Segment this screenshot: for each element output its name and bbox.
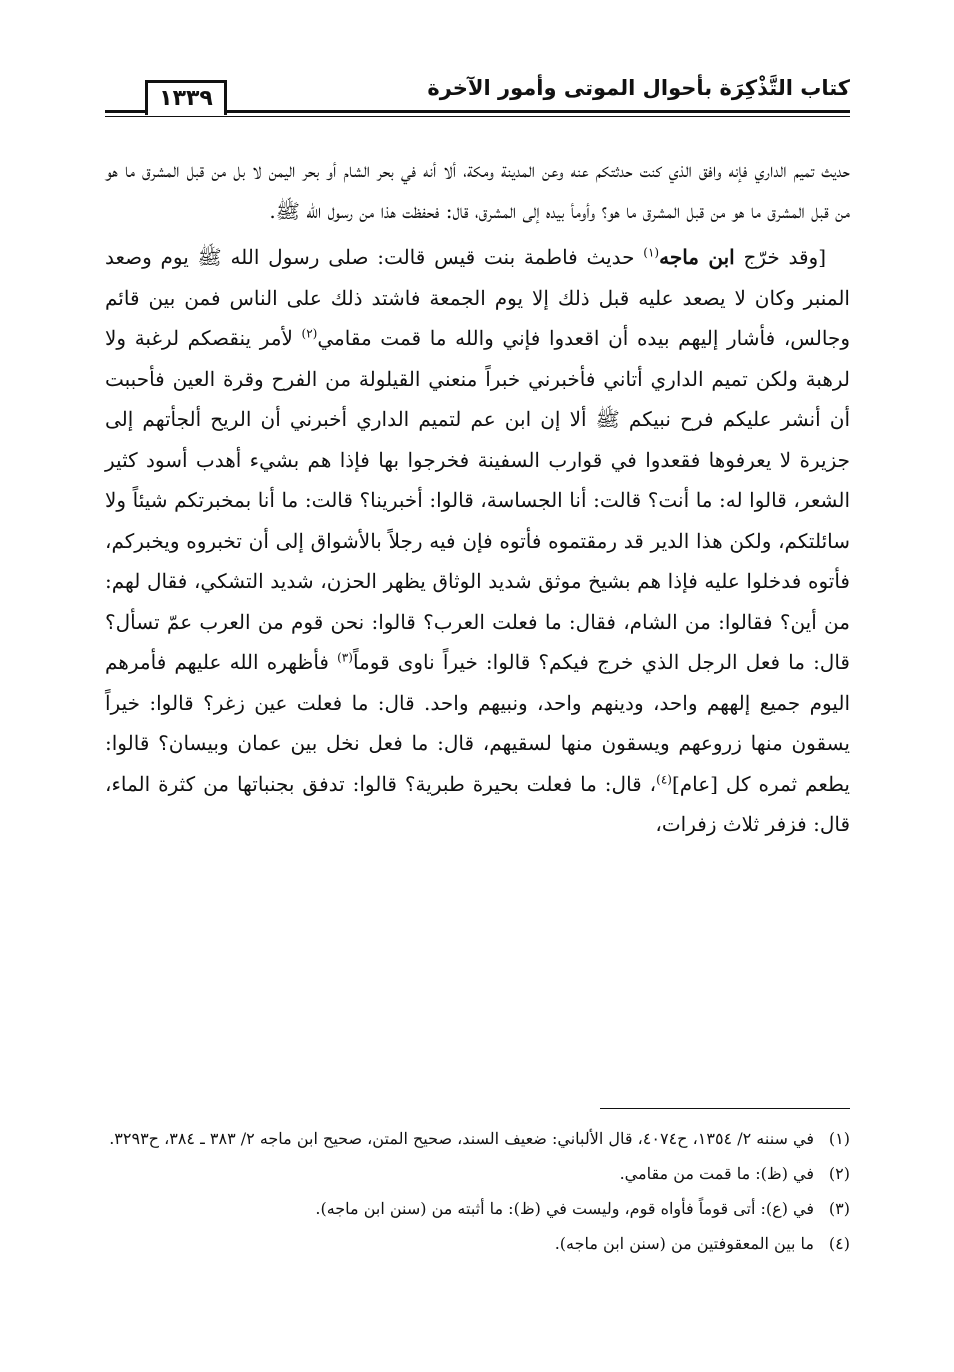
- footnote-ref-3: (٣): [337, 650, 353, 665]
- author-name: ابن ماجه: [659, 245, 735, 269]
- footnote-number: (٣): [828, 1199, 850, 1218]
- paragraph-2-part-a: [وقد خرّج: [734, 245, 827, 269]
- footnote-ref-2: (٢): [301, 326, 318, 341]
- main-text: [105, 150, 850, 845]
- paragraph-2-part-e: فأظهره الله عليهم فأمرهم اليوم جميع إلههم واحد، ودينهم واحد، ونبيهم واحد. قال: ما فعلت عين زغر؟ قالوا: خيراً يسقون منها زروعهم ويسقون منها لسقيهم، قال: ما فعل نخل بين عمان وبيسان؟ قالوا: يطعم ثمره كل [عام]: [105, 650, 850, 796]
- running-title: كتاب التَّذْكِرَة بأحوال الموتى وأمور الآخرة: [427, 76, 850, 100]
- paragraph-2-part-c: حديث فاطمة بنت قيس قالت: صلى رسول الله ﷺ يوم وصعد المنبر وكان لا يصعد عليه قبل ذلك إلا يوم الجمعة فاشتد ذلك على الناس فمن بين قائم وجالس، فأشار إليهم بيده أن اقعدوا فإني والله ما قمت مقامي: [105, 245, 850, 350]
- footnote-ref-1: (١): [643, 245, 660, 260]
- footnote-separator: [600, 1108, 850, 1109]
- footnote-text: ما بين المعقوفتين من (سنن ابن ماجه).: [554, 1234, 814, 1253]
- page-number: ١٣٣٩: [145, 80, 227, 115]
- footnote-number: (٤): [828, 1234, 850, 1253]
- footnote-1: [105, 1124, 850, 1153]
- footnote-3: [105, 1194, 850, 1223]
- footnotes: [105, 1124, 850, 1264]
- footnote-number: (٢): [828, 1164, 850, 1183]
- footnote-text: في سننه ٢/ ١٣٥٤، ح٤٠٧٤، قال الألباني: ضعيف السند، صحيح المتن، صحيح ابن ماجه ٢/ ٣٨٣ ـ ٣٨٤، ح٣٢٩٣.: [109, 1129, 814, 1148]
- footnote-2: [105, 1159, 850, 1188]
- paragraph-2-part-d: لأمر ينقصكم لرغبة ولا لرهبة ولكن تميم الداري أتاني فأخبرني خبراً منعني القيلولة من الفرح وقرة العين فأحببت أن أنشر عليكم فرح نبيكم ﷺ ألا إن ابن عم لتميم الداري أخبرني أن الريح ألجأتهم إلى جزيرة لا يعرفوها فقعدوا في قوارب السفينة فخرجوا بها فإذا هم بشيء أهدب أسود كثير الشعر، قالوا له: ما أنت؟ قالت: أنا الجساسة، قالوا: أخبرينا؟ قالت: ما أنا بمخبرتكم شيئاً ولا سائلتكم، ولكن هذا الدير قد رمقتموه فأتوه فإن فيه رجلاً بالأشواق إلى أن تخبروه ويخبركم، فأتوه فدخلوا عليه فإذا هم بشيخ موثق شديد الوثاق يظهر الحزن، شديد التشكي، فقال لهم: من أين؟ فقالوا: من الشام، فقال: ما فعلت العرب؟ قالوا: نحن قوم من العرب عمّ تسأل؟ قال: ما فعل الرجل الذي خرج فيكم؟ قالوا: خيراً ناوى قوماً: [105, 326, 850, 674]
- page-header: [105, 70, 850, 120]
- footnote-text: في (ظ): ما قمت من مقامي.: [619, 1164, 814, 1183]
- footnote-text: في (ع): أتى قوماً فأواه قوم، وليست في (ظ): ما أثبته من (سنن ابن ماجه).: [315, 1199, 814, 1218]
- paragraph-2: [105, 237, 850, 845]
- footnote-4: [105, 1229, 850, 1258]
- paragraph-1: حديث تميم الداري فإنه وافق الذي كنت حدثتكم عنه وعن المدينة ومكة، ألا أنه في بحر الشام أو بحر اليمن لا بل من قبل المشرق ما هو من قبل المشرق ما هو من قبل المشرق ما هو؟ وأومأ بيده إلى المشرق، قال: فحفظت هذا من رسول الله ﷺ.: [105, 158, 850, 223]
- footnote-ref-4: (٤): [656, 771, 672, 786]
- paragraph-2-part-f: ، قال: ما فعلت بحيرة طبرية؟ قالوا: تدفق بجنباتها من كثرة الماء، قال: فزفر ثلاث زفرات،: [105, 771, 850, 836]
- header-rule-thin: [105, 116, 850, 117]
- footnote-number: (١): [828, 1129, 850, 1148]
